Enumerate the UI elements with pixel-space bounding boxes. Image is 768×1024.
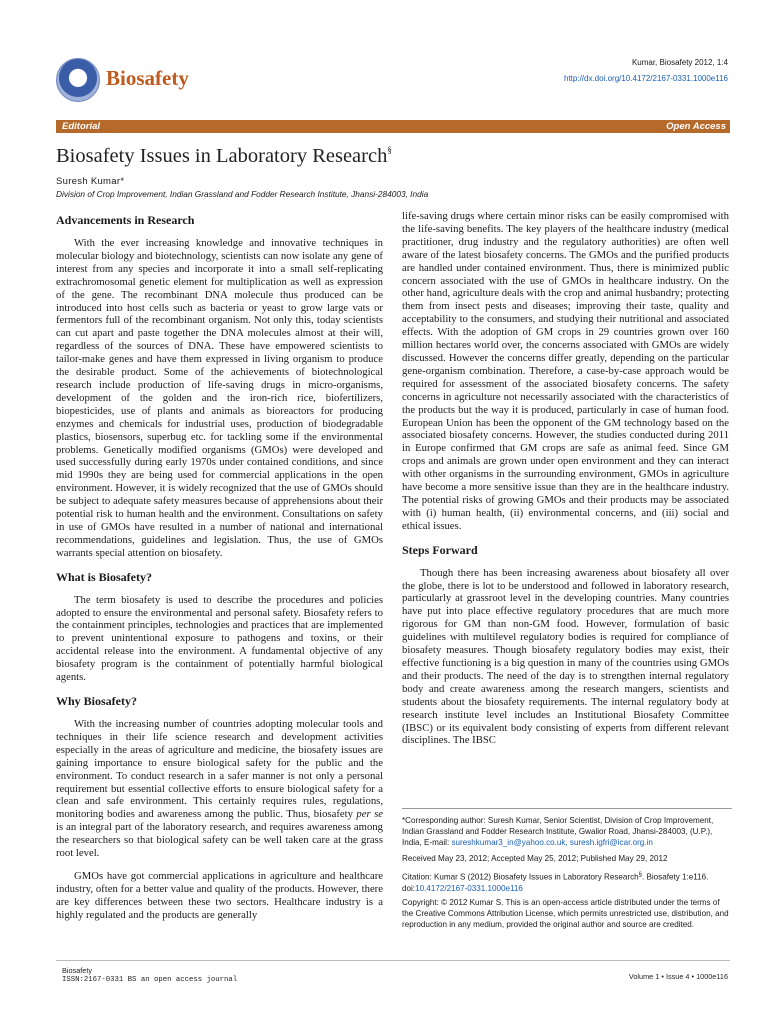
section-label: Editorial [62, 121, 101, 132]
citation-doi-link[interactable]: 10.4172/2167-0331.1000e116 [415, 883, 523, 893]
paragraph: GMOs have got commercial applications in agriculture and healthcare industry, often for a better value and quality of the products. However, there are key differences between these two sectors. Healthcare industry is a highly regulated and the products are generally [56, 869, 383, 921]
journal-logo-seal [56, 58, 100, 102]
heading-advancements: Advancements in Research [56, 213, 195, 227]
footer-journal: Biosafety [62, 966, 93, 975]
title-footnote-mark: § [387, 145, 392, 155]
paragraph: With the ever increasing knowledge and innovative techniques in molecular biology and biotechnology, scientists can now isolate any gene of interest from any species and incorporate it into a small self-replicating extrachromosomal genetic element for multiplication as well as expression of the gene. The recombinant DNA molecule thus produced can be introduced into host cells such as bacteria or yeast to grow large vats or fermentors full of the recombinant organism. Not only this, today scientists can cut apart and paste together the DNA molecules almost at their will, regardless of the sources of DNA. These have empowered scientists to tailor-make genes and have them expressed in living organism to produce the desirable product. Some of the achievements of biotechnological research include production of life-saving drugs in micro-organisms, development of the golden and the iron-rich rice, biofertilizers, biopesticides, use of plants and animals as bioreactors for producing enzymes and chemicals for industrial uses, production of biodegradable plastics, biosensors, superbug etc. for tackling some if the environmental problems. Genetically modified organisms (GMOs) were developed and used successfully during early 1970s under contained conditions, and since mid 1990s they are being used for commercial applications in the open environment. However, it is widely recognized that the use of GMOs should be subject to adequate safety measures because of apprehensions about their potential risk to human health and the environment. Consultations on safety in use of GMOs have resulted in a number of national and international recommendations, guidelines and legislation. Thus, the use of GMOs warrants special attention on biosafety. [56, 237, 383, 559]
paragraph: The term biosafety is used to describe the procedures and policies adopted to ensure the environmental and personal safety. Biosafety refers to the containment principles, technologies and practices that are implemented to prevent unintentional exposure to pathogens and toxins, or their accidental release into the environment. A fundamental objective of any biosafety program is the containment of potentially harmful biological agents. [56, 593, 383, 684]
footer-divider [56, 960, 730, 961]
section-bar [56, 120, 730, 133]
author-affiliation: Division of Crop Improvement, Indian Grassland and Fodder Research Institute, Jhansi-284003, India [56, 189, 429, 199]
left-column [56, 213, 383, 922]
open-access-label: Open Access [666, 121, 726, 132]
author-name: Suresh Kumar* [56, 176, 125, 187]
right-column [402, 210, 729, 747]
notes-divider [402, 808, 732, 809]
received-dates: Received May 23, 2012; Accepted May 25, 2012; Published May 29, 2012 [402, 854, 668, 863]
heading-why-biosafety: Why Biosafety? [56, 694, 137, 708]
footer-volume: Volume 1 • Issue 4 • 1000e116 [628, 972, 728, 981]
copyright-note: Copyright: © 2012 Kumar S. This is an open-access article distributed under the terms of the Creative Commons Attribution License, which permits unrestricted use, distribution, and reproduction in any medium, provided the original author and source are credited. [402, 898, 729, 929]
citation-note: Citation: Kumar S (2012) Biosafety Issues in Laboratory Research§. Biosafety 1:e116. doi:10.4172/2167-0331.1000e116 [402, 872, 709, 893]
corresponding-author-note: *Corresponding author: Suresh Kumar, Senior Scientist, Division of Crop Improvement, Indian Grassland and Fodder Research Institute, Gwalior Road, Jhansi-284003, (U.P.), India, E-mail: sureshkumar3_in@yahoo.co.uk, suresh.igfri@icar.org.in [402, 816, 714, 847]
heading-what-is-biosafety: What is Biosafety? [56, 569, 152, 584]
paragraph: Though there has been increasing awareness about biosafety all over the globe, there is lot to be understood and followed in laboratory research, particularly at grassroot level in the developing countries. Many countries have put into place effective regulatory procedures that are much more rigorous for GM than non-GM food. However, formulation of basic guidelines with multilevel regulatory bodies is required for compliance of biosafety measures. Though biosafety regulatory bodies may exist, their effective functioning is a big question in many of the countries using GMOs and their products. The need of the day is to strengthen internal regulatory body and create awareness among the research mangers, scientists and students about the biosafety requirements. The internal regulatory body at research institute level includes an Institutional Biosafety Committee (IBSC) or its equivalent body consisting of experts from different relevant disciplines. The IBSC [402, 566, 729, 747]
article-title: Biosafety Issues in Laboratory Research§ [56, 145, 392, 167]
citation-line: Kumar, Biosafety 2012, 1:4 [631, 58, 728, 67]
journal-title: Biosafety [106, 66, 189, 90]
paragraph: With the increasing number of countries adopting molecular tools and techniques in their life science research and development activities especially in the areas of agriculture and medicine, the biosafety issues are gaining importance to ensure biological safety for the public and the environment. To conduct research in a safer manner is not only a personal requirement but essential collective efforts to ensure biological safety for a clean and safe environment. This certainly requires rules, regulations, monitoring bodies and awareness among the public. Thus, biosafety per se is an integral part of the laboratory research, and requires awareness among the researchers so that biological safety can be well taken care at the grass root level. [56, 718, 383, 860]
paragraph: life-saving drugs where certain minor risks can be easily compromised with the life-saving benefits. The key players of the healthcare industry (medical practitioner, drug industry and the regulatory authorities) are often well aware of the latest biosafety concerns. The GMOs and the purified products are handled under contained environment. Thus, there is minimized public concern associated with the use of GMOs in healthcare industry. On the other hand, agriculture deals with the crop and animal husbandry; protecting them from insect pests and diseases; improving their taste, quality and acceptability to the consumers, and studying their nutritional and associated effects. With the adoption of GM crops in 29 countries grown over 160 million hectares world over, the concerns associated with GMOs are widely discussed. However the concerns differ greatly, depending on the particular gene-organism combination. Therefore, a case-by-case approach would be required for assessment of the associated biosafety concerns. The safety concerns in agriculture not necessarily associated with the characteristics of the products but the way it is produced, particularly in case of human food. European Union has been the opponent of the GM technology based on the associated biosafety concerns. However, the studies conducted during 2011 in Europe confirmed that GM crops are safe as animal feed. Since GM crops and animals are grown under open environment and they can interact with other organisms in the surrounding environment, GMOs in agriculture have become a more sensitive issue than they are in the healthcare industry. The potential risks of growing GMOs and their products may be associated with (i) human health, (ii) environmental concerns, and (iii) social and ethical issues. [402, 210, 729, 532]
author-email-links[interactable]: sureshkumar3_in@yahoo.co.uk, suresh.igfri@icar.org.in [451, 838, 653, 847]
doi-link[interactable]: http://dx.doi.org/10.4172/2167-0331.1000e116 [564, 74, 728, 83]
heading-steps-forward: Steps Forward [402, 542, 478, 557]
footer-issn: ISSN:2167-0331 BS an open access journal [62, 976, 238, 984]
